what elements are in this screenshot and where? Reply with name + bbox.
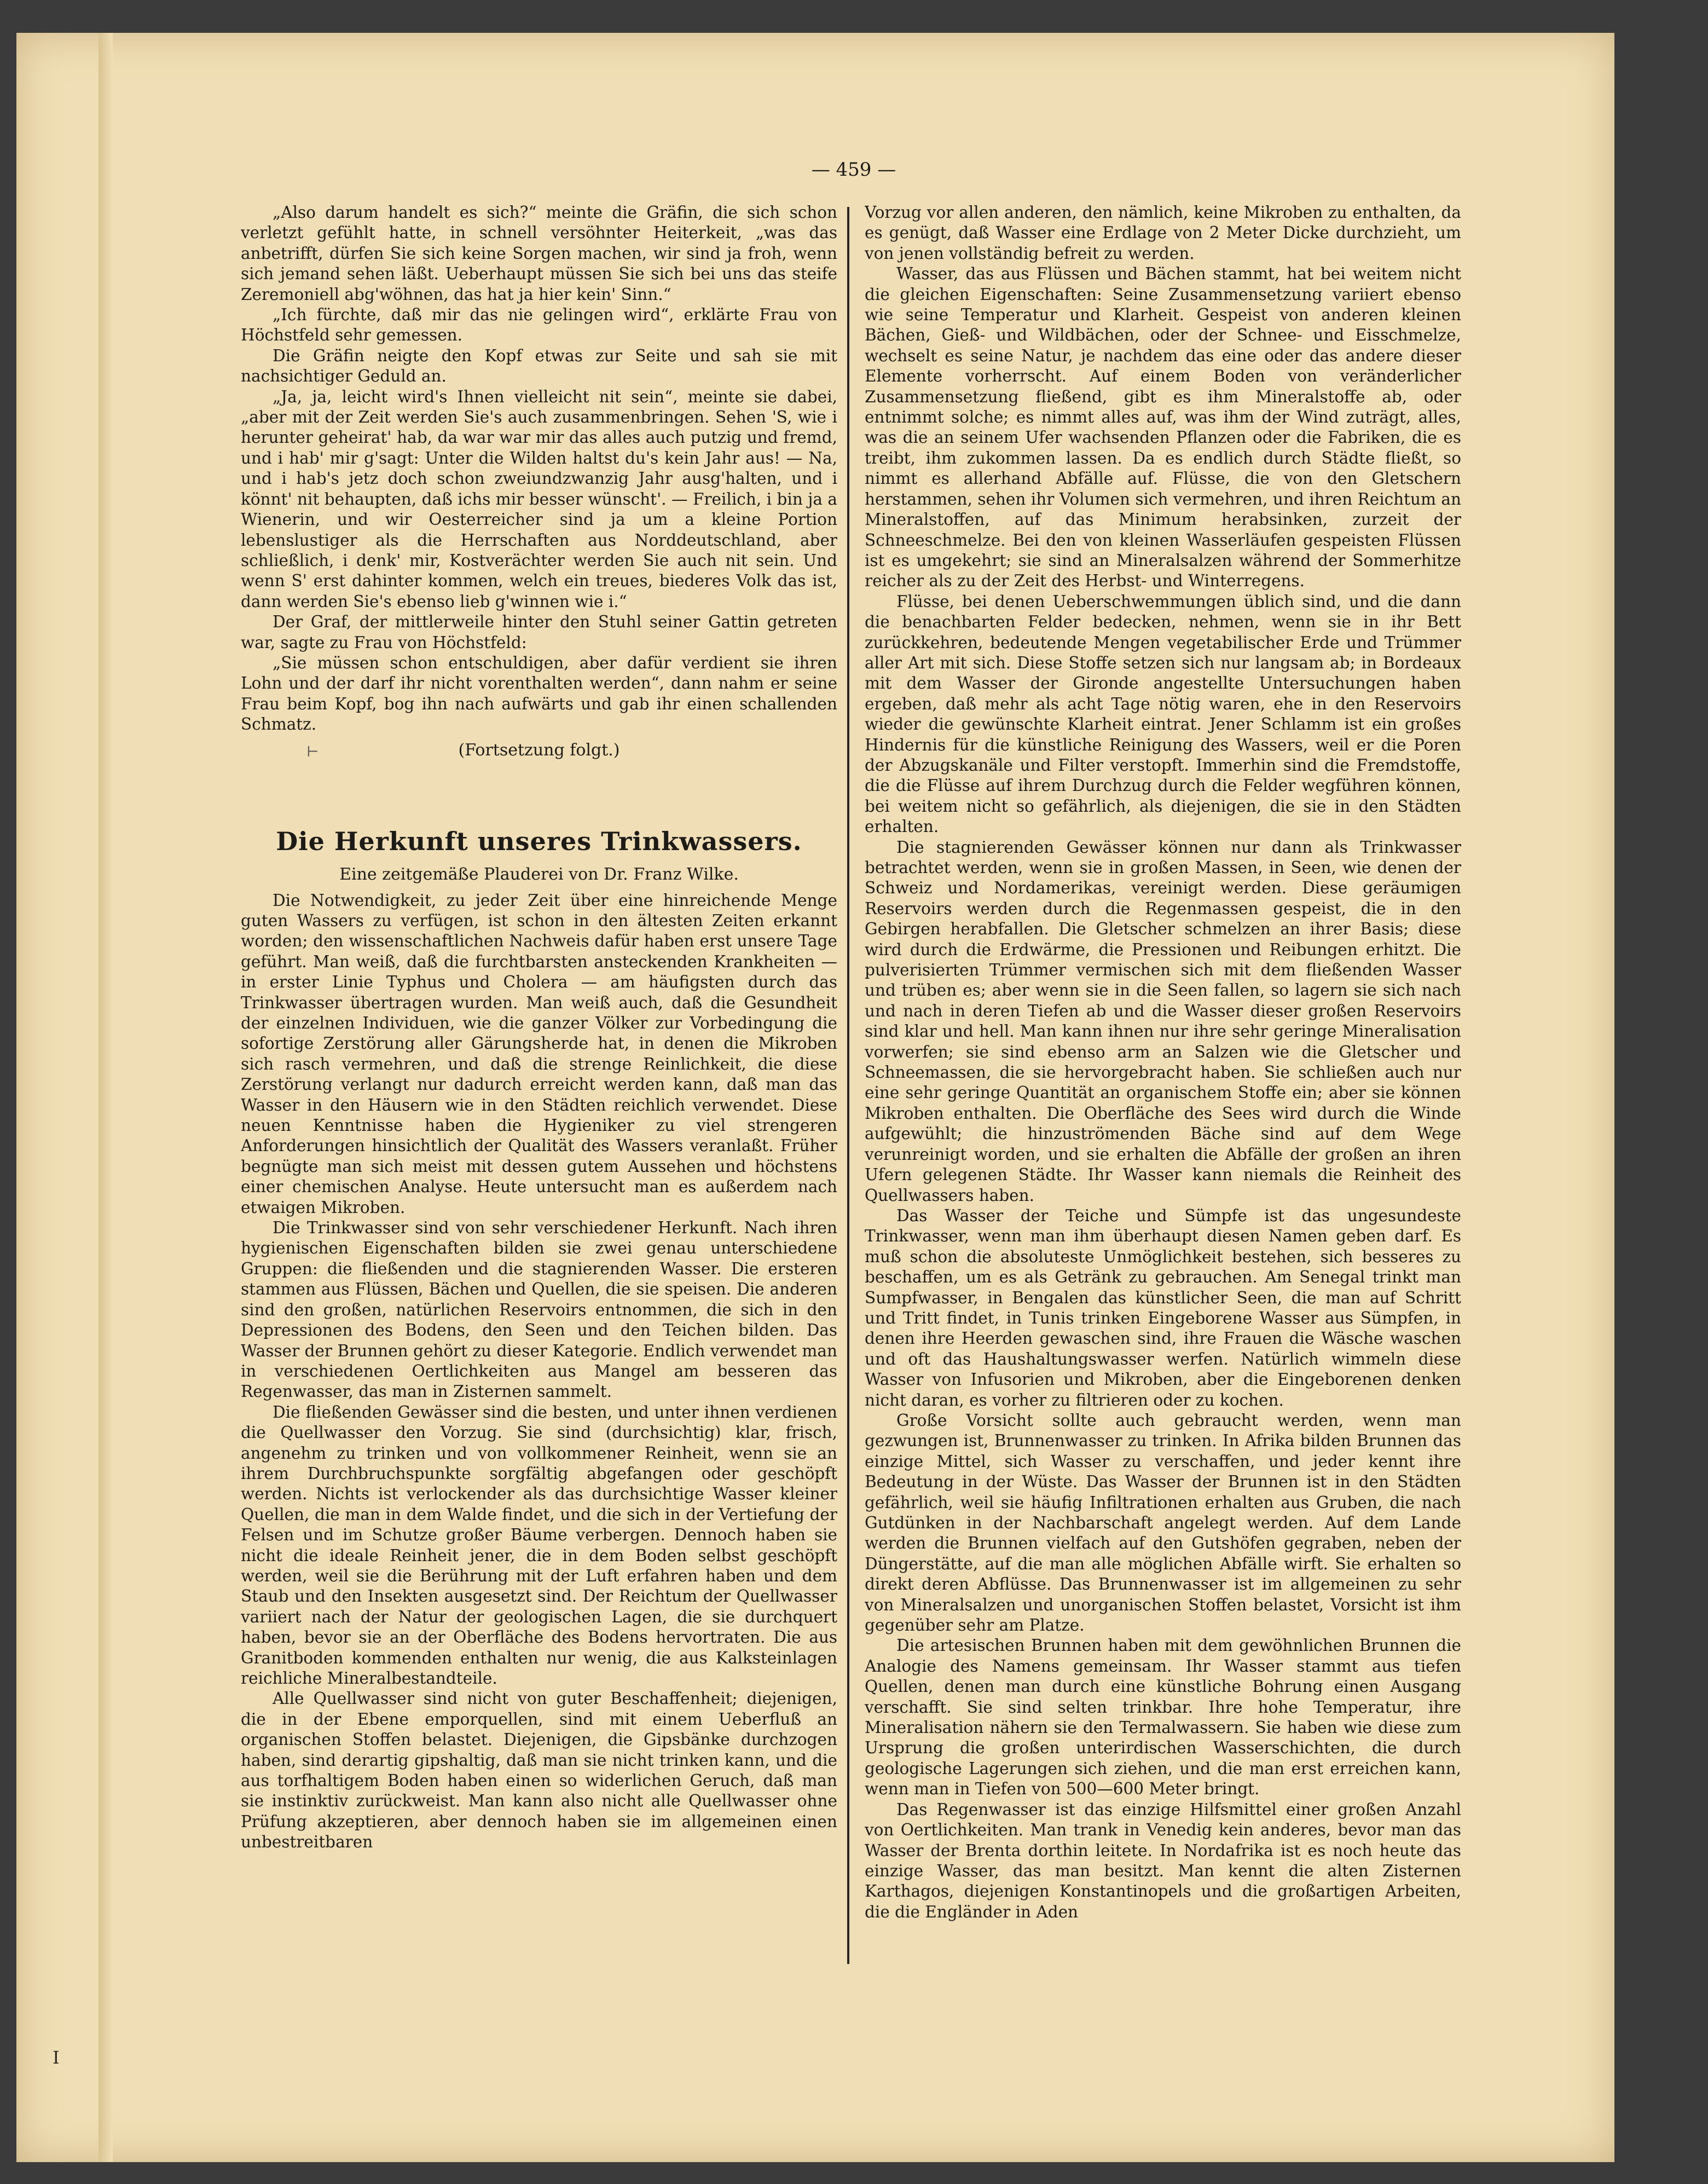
article-paragraph: Flüsse, bei denen Ueberschwemmungen üblich sind, und die dann die benachbarten Felder bedecken, nehmen, wenn sie in ihr Bett zurückkehren, bedeutende Mengen vegetabilischer Erde und Trümmer aller Art mit sich. Diese Stoffe setzen sich nur langsam ab; in Bordeaux mit dem Wasser der Gironde angestellte Untersuchungen haben ergeben, daß mehr als acht Tage nötig waren, ehe in den Reservoirs wieder die gewünschte Klarheit eintrat. Jener Schlamm ist ein großes Hindernis für die künstliche Reinigung des Wassers, weil er die Poren der Abzugskanäle und Filter verstopft. Immerhin sind die Fremdstoffe, die die Flüsse auf ihrem Durchzug durch die Felder wegführen können, bei weitem nicht so gefährlich, als diejenigen, die sie in den Städten erhalten.	[865, 592, 1461, 836]
story-paragraph: „Sie müssen schon entschuldigen, aber dafür verdient sie ihren Lohn und der darf ihr nicht vorenthalten werden“, dann nahm er seine Frau beim Kopf, bog ihn nach aufwärts und gab ihr einen schallenden Schmatz.	[241, 653, 837, 734]
story-paragraph: Der Graf, der mittlerweile hinter den Stuhl seiner Gattin getreten war, sagte zu Frau von Höchstfeld:	[241, 613, 837, 652]
left-column	[241, 203, 837, 1981]
right-column	[865, 203, 1461, 1981]
article-paragraph: Das Wasser der Teiche und Sümpfe ist das ungesundeste Trinkwasser, wenn man ihm überhaupt diesen Namen geben darf. Es muß schon die absoluteste Unmöglichkeit bestehen, sich besseres zu beschaffen, um es als Getränk zu gebrauchen. Am Senegal trinkt man Sumpfwasser, in Bengalen das künstlicher Seen, die man auf Schritt und Tritt findet, in Tunis trinken Eingeborene Wasser aus Sümpfen, in denen ihre Heerden gewaschen sind, ihre Frauen die Wäsche waschen und oft das Haushaltungswasser werfen. Natürlich wimmeln diese Wasser von Infusorien und Mikroben, aber die Eingeborenen denken nicht daran, es vorher zu filtrieren oder zu kochen.	[865, 1206, 1461, 1409]
article-paragraph: Wasser, das aus Flüssen und Bächen stammt, hat bei weitem nicht die gleichen Eigenschaften: Seine Zusammensetzung variiert ebenso wie seine Temperatur und Klarheit. Gespeist von anderen kleinen Bächen, Gieß- und Wildbächen, oder der Schnee- und Eisschmelze, wechselt es seine Natur, je nachdem das eine oder das andere dieser Elemente vorherrscht. Auf einem Boden von veränderlicher Zusammensetzung fließend, gibt es ihm Mineralstoffe ab, oder entnimmt solche; es nimmt alles auf, was ihm der Wind zuträgt, alles, was die an seinem Ufer wachsenden Pflanzen oder die Fabriken, die es treibt, ihm zukommen lassen. Da es endlich durch Städte fließt, so nimmt es allerhand Abfälle auf. Flüsse, die von den Gletschern herstammen, sehen ihr Volumen sich vermehren, und ihren Reichtum an Mineralstoffen, auf das Minimum herabsinken, zurzeit der Schneeschmelze. Bei den von kleinen Wasserläufen gespeisten Flüssen ist es umgekehrt; sie sind an Mineralsalzen während der Sommerhitze reicher als zu der Zeit des Herbst- und Winterregens.	[865, 264, 1461, 591]
story-paragraph: „Also darum handelt es sich?“ meinte die Gräfin, die sich schon verletzt gefühlt hatte, in schnell versöhnter Heiterkeit, „was das anbetrifft, dürfen Sie sich keine Sorgen machen, wir sind ja froh, wenn sich jemand sehen läßt. Ueberhaupt müssen Sie sich bei uns das steife Zeremoniell abg'wöhnen, das hat ja hier kein' Sinn.“	[241, 203, 837, 304]
article-paragraph: Das Regenwasser ist das einzige Hilfsmittel einer großen Anzahl von Oertlichkeiten. Man trank in Venedig kein anderes, bevor man das Wasser der Brenta dorthin leitete. In Nordafrika ist es noch heute das einzige Wasser, das man besitzt. Man kennt die alten Zisternen Karthagos, diejenigen Konstantinopels und die großartigen Arbeiten, die die Engländer in Aden	[865, 1800, 1461, 1921]
article-title: Die Herkunft unseres Trinkwassers.	[276, 826, 802, 856]
continuation-note: (Fortsetzung folgt.)	[458, 740, 620, 760]
article-paragraph: Die stagnierenden Gewässer können nur dann als Trinkwasser betrachtet werden, wenn sie in großen Massen, in Seen, wie denen der Schweiz und Nordamerikas, vereinigt werden. Diese geräumigen Reservoirs werden durch die Regenmassen gespeist, die in den Gebirgen herabfallen. Die Gletscher schmelzen an ihrer Basis; diese wird durch die Erdwärme, die Pressionen und Reibungen erhitzt. Die pulverisierten Trümmer vermischen sich mit dem fließenden Wasser und trüben es; aber wenn sie in die Seen fallen, so lagern sie sich nach und nach in deren Tiefen ab und die Wasser dieser großen Reservoirs sind klar und hell. Man kann ihnen nur ihre sehr geringe Mineralisation vorwerfen; sie sind ebenso arm an Salzen wie die Gletscher und Schneemassen, die sie hervorgebracht haben. Sie schließen auch nur eine sehr geringe Quantität an organischem Stoffe ein; aber sie können Mikroben enthalten. Die Oberfläche des Sees wird durch die Winde aufgewühlt; die hinzuströmenden Bäche sind auf dem Wege verunreinigt worden, und sie erhalten die Abfälle der großen an ihren Ufern gelegenen Städte. Ihr Wasser kann niemals die Reinheit des Quellwassers haben.	[865, 837, 1461, 1205]
story-paragraph: „Ich fürchte, daß mir das nie gelingen wird“, erklärte Frau von Höchstfeld sehr gemessen.	[241, 305, 837, 345]
article-paragraph: Die fließenden Gewässer sind die besten, und unter ihnen verdienen die Quellwasser den Vorzug. Sie sind (durchsichtig) klar, frisch, angenehm zu trinken und von vollkommener Reinheit, wenn sie an ihrem Durchbruchspunkte sorgfältig abgefangen oder geschöpft werden. Nichts ist verlockender als das durchsichtige Wasser kleiner Quellen, die man in dem Walde findet, und die sich in der Vertiefung der Felsen und im Schutze großer Bäume verbergen. Dennoch haben sie nicht die ideale Reinheit jener, die in dem Boden selbst geschöpft werden, weil sie die Berührung mit der Luft erfahren haben und dem Staub und den Insekten ausgesetzt sind. Der Reichtum der Quellwasser variiert nach der Natur der geologischen Lagen, die sie durchquert haben, bevor sie an der Oberfläche des Bodens hervortraten. Die aus Granitboden kommenden enthalten nur wenig, die aus Kalksteinlagen reichliche Mineralbestandteile.	[241, 1402, 837, 1688]
story-paragraph: „Ja, ja, leicht wird's Ihnen vielleicht nit sein“, meinte sie dabei, „aber mit der Zeit werden Sie's auch zusammenbringen. Sehen 'S, wie i herunter geheirat' hab, da war war mir das alles auch putzig und fremd, und i hab' mir g'sagt: Unter die Wilden haltst du's kein Jahr aus! — Na, und i hab's jetz doch schon zweiundzwanzig Jahr ausg'halten, und i könnt' nit behaupten, daß ichs mir besser wünscht'. — Freilich, i bin ja a Wienerin, und wir Oesterreicher sind ja um a kleine Portion lebenslustiger als die Herrschaften aus Norddeutschland, aber schließlich, i denk' mir, Kostverächter werden Sie auch nit sein. Und wenn S' erst dahinter kommen, welch ein treues, biederes Volk das ist, dann werden Sie's ebenso lieb g'winnen wie i.“	[241, 387, 837, 611]
column-divider	[847, 207, 849, 1964]
story-paragraph: Die Gräfin neigte den Kopf etwas zur Seite und sah sie mit nachsichtiger Geduld an.	[241, 346, 837, 386]
continuation-row	[241, 739, 837, 761]
article-paragraph: Vorzug vor allen anderen, den nämlich, keine Mikroben zu enthalten, da es genügt, daß Wasser eine Erdlage von 2 Meter Dicke durchzieht, um von jenen vollständig befreit zu werden.	[865, 203, 1461, 263]
article-paragraph: Die artesischen Brunnen haben mit dem gewöhnlichen Brunnen die Analogie des Namens gemeinsam. Ihr Wasser stammt aus tiefen Quellen, denen man durch eine künstliche Bohrung einen Ausgang verschafft. Sie sind selten trinkbar. Ihre hohe Temperatur, ihre Mineralisation nähern sie den Termalwassern. Sie haben wie diese zum Ursprung die großen unterirdischen Wasserschichten, die durch geologische Lagerungen sich ziehen, und die man erst erreichen kann, wenn man in Tiefen von 500—600 Meter bringt.	[865, 1636, 1461, 1799]
continuation-mark: ⊢	[306, 743, 319, 760]
article-paragraph: Die Trinkwasser sind von sehr verschiedener Herkunft. Nach ihren hygienischen Eigenschaften bilden sie zwei genau unterschiedene Gruppen: die fließenden und die stagnierenden Wasser. Die ersteren stammen aus Flüssen, Bächen und Quellen, die sie speisen. Die anderen sind den großen, natürlichen Reservoirs entnommen, die sich in den Depressionen des Bodens, den Seen und den Teichen bilden. Das Wasser der Brunnen gehört zu dieser Kategorie. Endlich verwendet man in verschiedenen Oertlichkeiten aus Mangel am besseren das Regenwasser, das man in Zisternen sammelt.	[241, 1218, 837, 1401]
article-paragraph: Alle Quellwasser sind nicht von guter Beschaffenheit; diejenigen, die in der Ebene emporquellen, sind mit einem Ueberfluß an organischen Stoffen belastet. Diejenigen, die Gipsbänke durchzogen haben, sind derartig gipshaltig, daß man sie nicht trinken kann, und die aus torfhaltigem Boden haben einen so widerlichen Geruch, daß man sie instinktiv zurückweist. Man kann also nicht alle Quellwasser ohne Prüfung akzeptieren, aber dennoch haben sie im allgemeinen einen unbestreitbaren	[241, 1689, 837, 1852]
article-subtitle: Eine zeitgemäße Plauderei von Dr. Franz Wilke.	[339, 864, 739, 884]
article-paragraph: Große Vorsicht sollte auch gebraucht werden, wenn man gezwungen ist, Brunnenwasser zu trinken. In Afrika bilden Brunnen das einzige Mittel, sich Wasser zu verschaffen, und jeder kennt ihre Bedeutung in der Wüste. Das Wasser der Brunnen ist in den Städten gefährlich, weil sie häufig Infiltrationen erhalten aus Gruben, die nach Gutdünken in der Nachbarschaft angelegt werden. Auf dem Lande werden die Brunnen vielfach auf den Gutshöfen gegraben, neben der Düngerstätte, auf die man alle möglichen Abfälle wirft. Sie erhalten so direkt deren Abflüsse. Das Brunnenwasser ist im allgemeinen zu sehr von Mineralsalzen und unorganischen Stoffen belastet, Vorsicht ist ihm gegenüber sehr am Platze.	[865, 1411, 1461, 1635]
page-fold-shadow	[99, 33, 113, 2162]
page-number: — 459 —	[811, 159, 896, 181]
article-paragraph: Die Notwendigkeit, zu jeder Zeit über eine hinreichende Menge guten Wassers zu verfügen, ist schon in den ältesten Zeiten erkannt worden; den wissenschaftlichen Nachweis dafür haben erst unsere Tage geführt. Man weiß, daß die furchtbarsten ansteckenden Krankheiten — in erster Linie Typhus und Cholera — am häufigsten durch das Trinkwasser übertragen wurden. Man weiß auch, daß die Gesundheit der einzelnen Individuen, wie die ganzer Völker zur Vorbedingung die sofortige Zerstörung aller Gärungsherde hat, in denen die Mikroben sich rasch vermehren, und daß die strenge Reinlichkeit, die diese Zerstörung verlangt nur dadurch erreicht werden kann, daß man das Wasser in den Häusern wie in den Städten reichlich verwendet. Diese neuen Kenntnisse haben die Hygieniker zu viel strengeren Anforderungen hinsichtlich der Qualität des Wassers veranlaßt. Früher begnügte man sich meist mit dessen gutem Aussehen und höchstens einer chemischen Analyse. Heute untersucht man es außerdem nach etwaigen Mikroben.	[241, 891, 837, 1217]
margin-mark: I	[53, 2047, 60, 2068]
